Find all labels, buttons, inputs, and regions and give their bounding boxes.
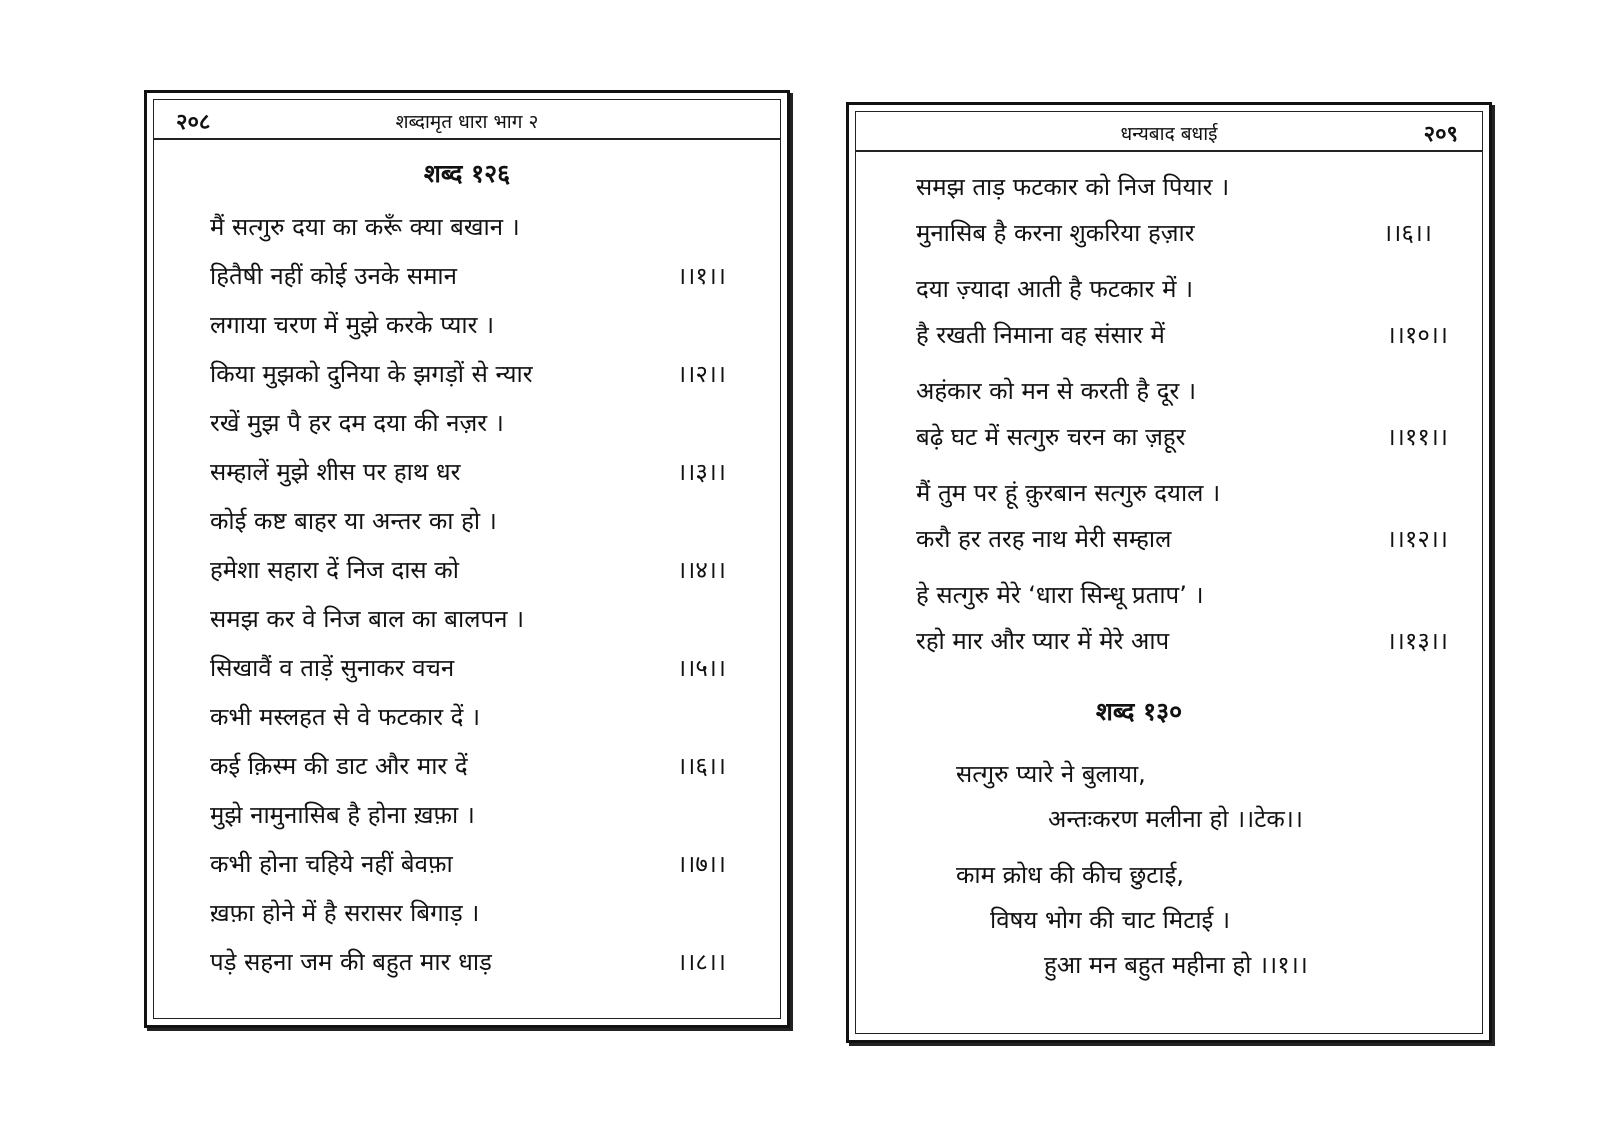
stanza-line: अन्तःकरण मलीना हो ।।टेक।।	[1048, 805, 1303, 833]
verse-line: ख़फ़ा होने में है सरासर बिगाड़ ।	[210, 899, 480, 927]
left-page	[144, 90, 790, 1028]
verse-line: मुझे नामुनासिब है होना ख़फ़ा ।	[210, 801, 475, 829]
chapter-title: धन्यबाद बधाई	[1120, 123, 1218, 145]
right-page	[846, 102, 1492, 1043]
stanza-line: हुआ मन बहुत महीना हो ।।१।।	[1044, 951, 1308, 979]
verse-line: अहंकार को मन से करती है दूर ।	[916, 377, 1197, 405]
verse-line: लगाया चरण में मुझे करके प्यार ।	[210, 311, 495, 339]
verse-line: कभी मस्लहत से वे फटकार दें ।	[210, 703, 481, 731]
section-title: शब्द १२६	[423, 159, 511, 188]
right-page-frame	[855, 111, 1483, 1034]
left-page-frame	[153, 99, 781, 1019]
verse-line: मुनासिब है करना शुकरिया हज़ार ।।६।।	[916, 219, 1432, 247]
verse-line: रखें मुझ पै हर दम दया की नज़र ।	[210, 409, 504, 437]
verse-line: है रखती निमाना वह संसार में ।।१०।।	[916, 321, 1448, 349]
stanza-line: काम क्रोध की कीच छुटाई,	[956, 861, 1185, 889]
left-page-header	[154, 100, 780, 140]
section-title: शब्द १३०	[1095, 697, 1183, 726]
verse-line: बढ़े घट में सत्गुरु चरन का ज़हूर ।।११।।	[916, 423, 1448, 451]
verse-line: समझ ताड़ फटकार को निज पियार ।	[916, 173, 1230, 201]
verse-line: कई क़िस्म की डाट और मार दें ।।६।।	[210, 752, 726, 780]
verse-line: सिखावैं व ताड़ें सुनाकर वचन ।।५।।	[210, 654, 726, 682]
verse-line: कोई कष्ट बाहर या अन्तर का हो ।	[210, 507, 497, 535]
verse-line: मैं सत्गुरु दया का करूँ क्या बखान ।	[210, 213, 520, 241]
stanza-line: विषय भोग की चाट मिटाई ।	[990, 906, 1231, 934]
stanza-line: सत्गुरु प्यारे ने बुलाया,	[956, 760, 1146, 788]
verse-line: रहो मार और प्यार में मेरे आप ।।१३।।	[916, 627, 1448, 655]
verse-line: हे सत्गुरु मेरे ‘धारा सिन्धू प्रताप’ ।	[916, 581, 1204, 609]
book-title: शब्दामृत धारा भाग २	[395, 111, 539, 133]
verse-line: करौ हर तरह नाथ मेरी सम्हाल ।।१२।।	[916, 525, 1448, 553]
verse-line: सम्हालें मुझे शीस पर हाथ धर ।।३।।	[210, 458, 726, 486]
verse-line: समझ कर वे निज बाल का बालपन ।	[210, 605, 525, 633]
verse-line: हमेशा सहारा दें निज दास को ।।४।।	[210, 556, 726, 584]
page-number: २०८	[176, 110, 211, 135]
page-number: २०९	[1423, 122, 1458, 147]
verse-line: दया ज़्यादा आती है फटकार में ।	[916, 275, 1194, 303]
right-page-header	[856, 112, 1482, 152]
verse-line: कभी होना चहिये नहीं बेवफ़ा ।।७।।	[210, 850, 726, 878]
verse-line: मैं तुम पर हूं क़ुरबान सत्गुरु दयाल ।	[916, 479, 1221, 507]
verse-line: किया मुझको दुनिया के झगड़ों से न्यार ।।२।।	[210, 360, 726, 388]
verse-line: हितैषी नहीं कोई उनके समान ।।१।।	[210, 262, 726, 290]
verse-line: पड़े सहना जम की बहुत मार धाड़ ।।८।।	[210, 948, 726, 976]
